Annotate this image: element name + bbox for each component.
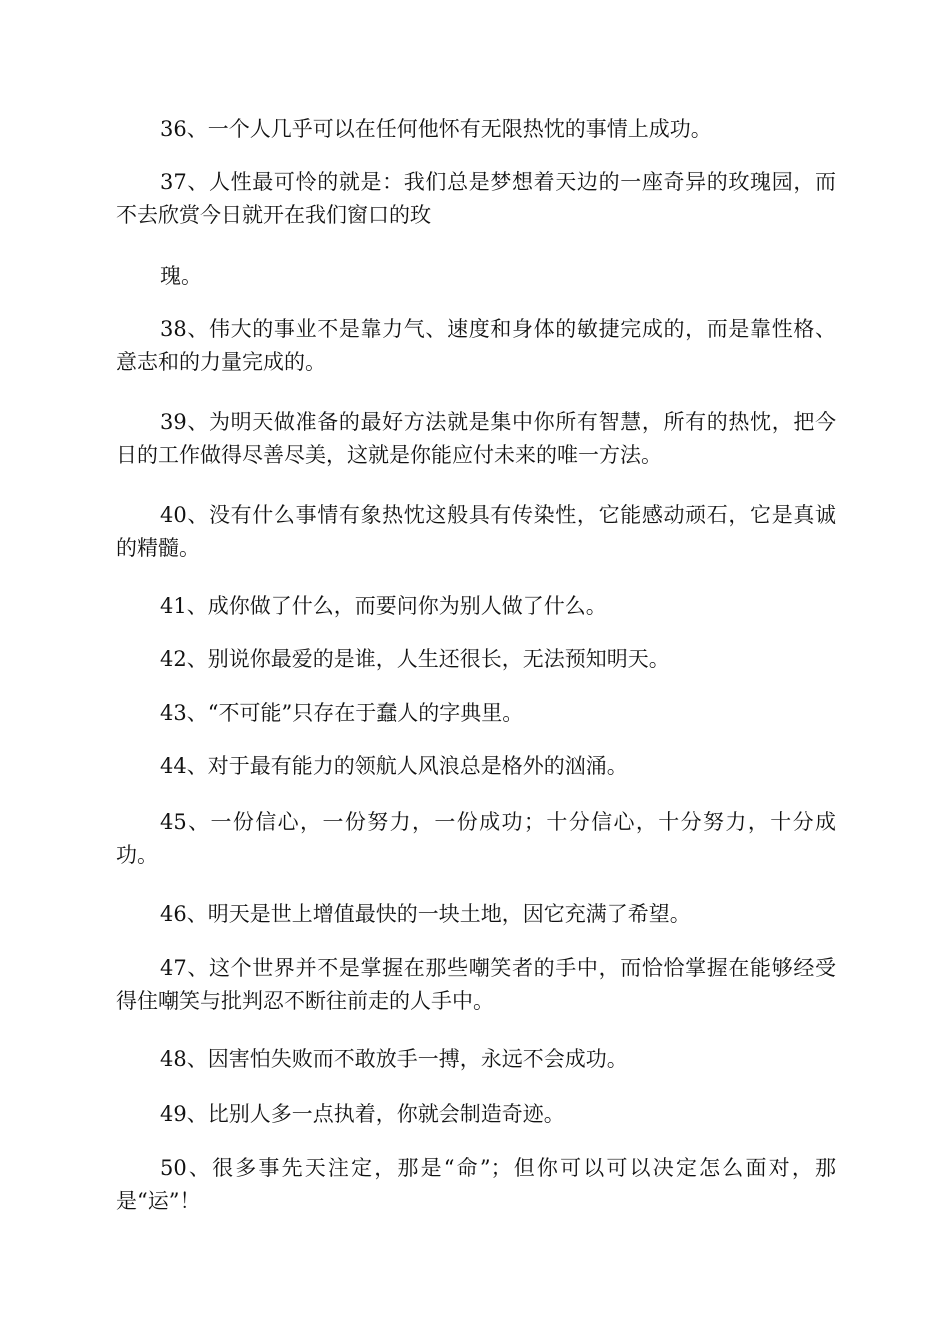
quote-38: 38、伟大的事业不是靠力气、速度和身体的敏捷完成的，而是靠性格、意志和的力量完成的。 (116, 317, 836, 374)
quote-37-continuation: 瑰。 (160, 264, 202, 288)
quote-37: 37、人性最可怜的就是：我们总是梦想着天边的一座奇异的玫瑰园，而不去欣赏今日就开在我们窗口的玫 (116, 170, 836, 227)
quote-50: 50、很多事先天注定，那是“命”；但你可以可以决定怎么面对，那是“运”！ (116, 1156, 836, 1213)
quote-46: 46、明天是世上增值最快的一块土地，因它充满了希望。 (160, 902, 691, 926)
quote-47: 47、这个世界并不是掌握在那些嘲笑者的手中，而恰恰掌握在能够经受得住嘲笑与批判忍不断往前走的人手中。 (116, 956, 836, 1013)
quote-41: 41、成你做了什么，而要问你为别人做了什么。 (160, 594, 607, 618)
quote-40: 40、没有什么事情有象热忱这般具有传染性，它能感动顽石，它是真诚的精髓。 (116, 503, 836, 560)
quote-43: 43、“不可能”只存在于蠢人的字典里。 (160, 701, 524, 725)
quote-45: 45、一份信心，一份努力，一份成功；十分信心，十分努力，十分成功。 (116, 810, 836, 867)
quote-44: 44、对于最有能力的领航人风浪总是格外的汹涌。 (160, 754, 628, 778)
quote-36: 36、一个人几乎可以在任何他怀有无限热忱的事情上成功。 (160, 117, 712, 141)
quote-48: 48、因害怕失败而不敢放手一搏，永远不会成功。 (160, 1047, 628, 1071)
quote-39: 39、为明天做准备的最好方法就是集中你所有智慧，所有的热忱，把今日的工作做得尽善尽美，这就是你能应付未来的唯一方法。 (116, 410, 836, 467)
quote-42: 42、别说你最爱的是谁，人生还很长，无法预知明天。 (160, 647, 670, 671)
quote-49: 49、比别人多一点执着，你就会制造奇迹。 (160, 1102, 565, 1126)
